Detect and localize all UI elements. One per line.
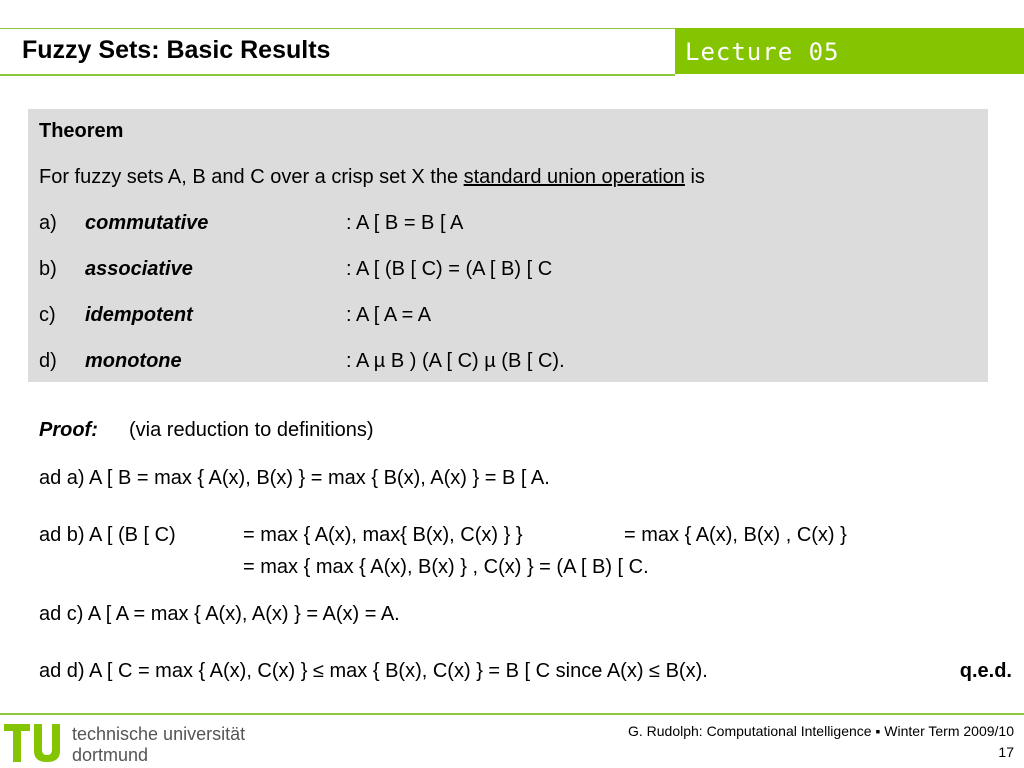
university-name-line1: technische universität <box>72 724 246 744</box>
theorem-box <box>28 109 988 382</box>
theorem-heading: Theorem <box>39 120 124 142</box>
theorem-intro-tail: is <box>684 166 705 188</box>
slide-title: Fuzzy Sets: Basic Results <box>22 36 331 64</box>
theorem-item-formula: : A [ (B [ C) = (A [ B) [ C <box>346 258 553 280</box>
theorem-intro <box>39 166 705 189</box>
theorem-item-marker: c) <box>39 304 56 326</box>
header-bottom-rule <box>0 74 675 76</box>
theorem-item-marker: a) <box>39 212 57 234</box>
header-top-rule <box>0 28 675 29</box>
theorem-item-property: associative <box>85 258 193 280</box>
proof-case-b-step3: = max { max { A(x), B(x) } , C(x) } = (A [ B) [ C. <box>243 556 649 578</box>
proof-case-b-step2: = max { A(x), B(x) , C(x) } <box>624 524 847 546</box>
university-name <box>72 724 245 766</box>
proof-case-a: ad a) A [ B = max { A(x), B(x) } = max { B(x), A(x) } = B [ A. <box>39 467 550 489</box>
university-name-line2: dortmund <box>72 745 149 765</box>
theorem-item-marker: b) <box>39 258 57 280</box>
theorem-item-property: monotone <box>85 350 182 372</box>
lecture-label: Lecture 05 <box>685 38 840 66</box>
theorem-intro-text: For fuzzy sets A, B and C over a crisp set X the <box>39 166 464 188</box>
theorem-item-property: commutative <box>85 212 209 234</box>
theorem-item-formula: : A [ B = B [ A <box>346 212 464 234</box>
proof-case-b-step1: = max { A(x), max{ B(x), C(x) } } <box>243 524 523 546</box>
footer-credit: G. Rudolph: Computational Intelligence ▪ Winter Term 2009/10 <box>627 723 1014 739</box>
proof-method: (via reduction to definitions) <box>129 419 374 441</box>
theorem-item-formula: : A µ B ) (A [ C) µ (B [ C). <box>346 350 565 372</box>
proof-case-d: ad d) A [ C = max { A(x), C(x) } ≤ max { B(x), C(x) } = B [ C since A(x) ≤ B(x). <box>39 660 708 682</box>
footer-rule <box>0 713 1024 715</box>
tu-dortmund-logo-icon <box>4 720 68 764</box>
theorem-intro-underlined: standard union operation <box>463 166 685 188</box>
theorem-item-property: idempotent <box>85 304 193 326</box>
proof-label: Proof: <box>39 419 98 441</box>
theorem-item-formula: : A [ A = A <box>346 304 432 326</box>
qed-label: q.e.d. <box>959 660 1012 682</box>
page-number: 17 <box>998 744 1014 760</box>
proof-case-b-lhs: ad b) A [ (B [ C) <box>39 524 176 546</box>
footer-credit-block <box>628 721 1014 763</box>
theorem-item-marker: d) <box>39 350 57 372</box>
proof-case-c: ad c) A [ A = max { A(x), A(x) } = A(x) = A. <box>39 603 400 625</box>
